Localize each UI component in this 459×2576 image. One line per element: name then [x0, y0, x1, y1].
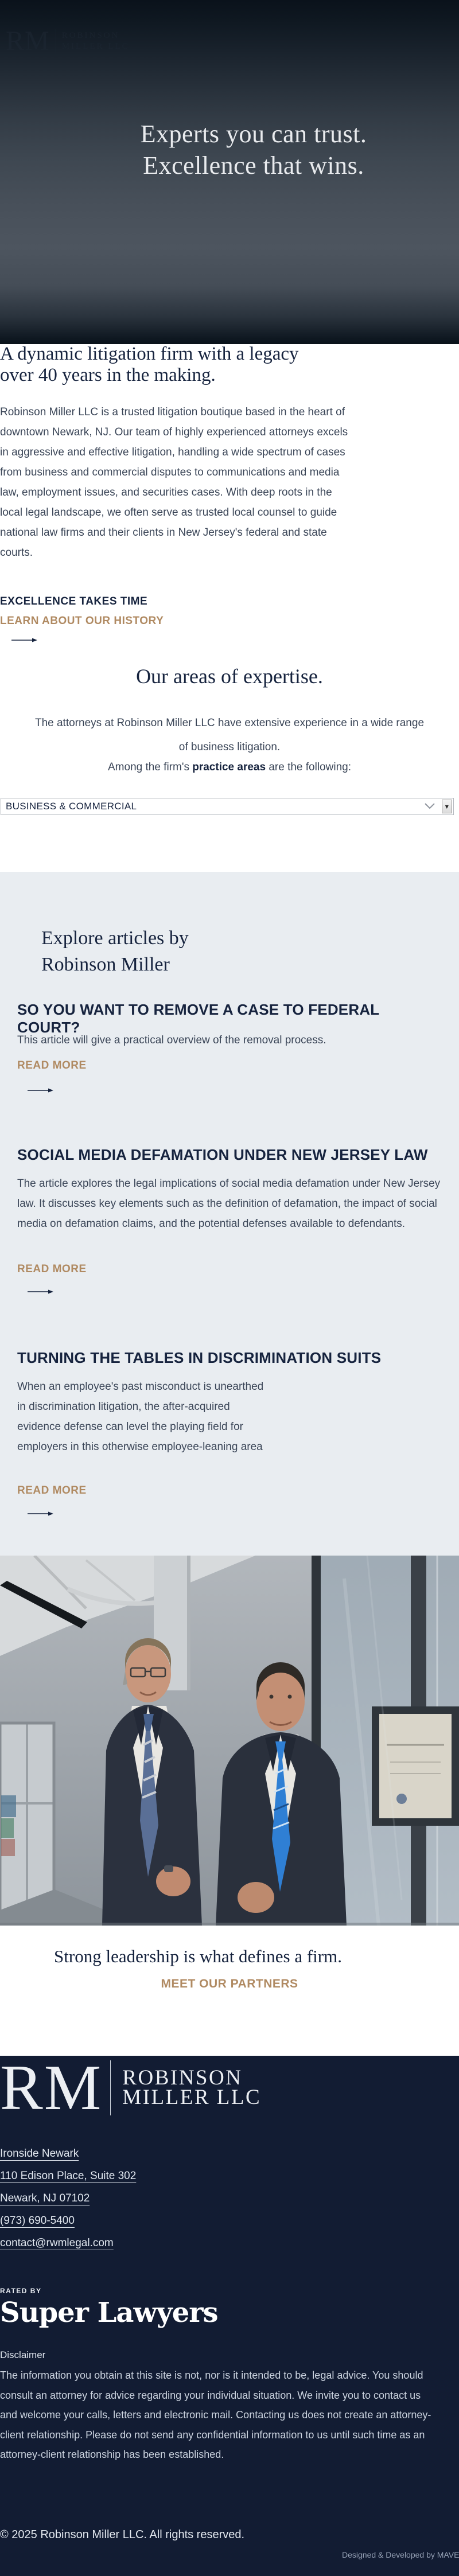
city-link[interactable]: Newark, NJ 07102 [0, 2192, 90, 2204]
firm-name: ROBINSON MILLER LLC [122, 2066, 262, 2109]
article-arrow-link[interactable] [28, 1087, 54, 1094]
address-link[interactable]: 110 Edison Place, Suite 302 [0, 2170, 137, 2182]
articles-heading: Explore articles by Robinson Miller [41, 927, 189, 975]
arrow-right-icon [28, 1288, 54, 1295]
read-more-link[interactable]: READ MORE [17, 1484, 87, 1497]
expertise-heading: Our areas of expertise. [136, 665, 323, 688]
rm-monogram: RM [0, 2052, 103, 2123]
footer-logo [0, 2052, 262, 2123]
article-description: When an employee's past misconduct is unearthed in discrimination litigation, the after-acquired evidence defense can level the playing field for employers in this otherwise employee-leaning area [17, 1381, 264, 1453]
phone-link[interactable]: (973) 690-5400 [0, 2215, 75, 2227]
learn-history-link[interactable]: LEARN ABOUT OUR HISTORY [0, 615, 164, 627]
select-native-arrow-icon: ▼ [442, 800, 452, 813]
practice-area-select[interactable] [1, 798, 454, 815]
logo-divider [110, 2060, 111, 2115]
rm-monogram: RM [6, 26, 50, 56]
leadership-heading: Strong leadership is what defines a firm. [54, 1946, 342, 1966]
article-title: TURNING THE TABLES IN DISCRIMINATION SUITS [17, 1349, 382, 1366]
article-description: This article will give a practical overview of the removal process. [17, 1034, 326, 1046]
disclaimer-text: The information you obtain at this site is not, nor is it intended to be, legal advice. You should consult an attorney for advice regarding your individual situation. We invite you to contact us and welcome your calls, letters and electronic mail. Contacting us does not create an attorney-client relationship. Please do not send any confidential information to us until such time as an attorney-client relationship has been established. [0, 2370, 431, 2460]
hero-headline: Experts you can trust. Excellence that wins. [140, 120, 367, 180]
copyright: © 2025 Robinson Miller LLC. All rights reserved. [0, 2528, 245, 2541]
article-description: The article explores the legal implications of social media defamation under New Jersey law. It discusses key elements such as the definition of defamation, the impact of social media on defamation claims, and the potential defenses available to defendants. [17, 1178, 441, 1230]
disclaimer-title: Disclaimer [0, 2349, 46, 2360]
expertise-subheading: The attorneys at Robinson Miller LLC have extensive experience in a wide range of business litigation. [34, 717, 425, 753]
selected-practice-area: BUSINESS & COMMERCIAL [6, 801, 137, 812]
arrow-right-icon [28, 1510, 54, 1517]
article-title: SO YOU WANT TO REMOVE A CASE TO FEDERAL COURT? [17, 1001, 379, 1036]
footer-contact-links [0, 2148, 136, 2259]
hero-section [0, 0, 459, 344]
footer [0, 2052, 459, 2576]
developer-credit[interactable]: Designed & Developed by MAVE [342, 2550, 459, 2559]
intro-heading: A dynamic litigation firm with a legacy over 40 years in the making. [0, 344, 299, 385]
article-arrow-link[interactable] [28, 1288, 54, 1295]
intro-tagline: EXCELLENCE TAKES TIME [0, 595, 148, 607]
rated-by-label: RATED BY [0, 2287, 42, 2295]
intro-paragraph: Robinson Miller LLC is a trusted litigation boutique based in the heart of downtown Newark, NJ. Our team of highly experienced attorneys excels in aggressive and effective litigation, handling a wide spectrum of cases from business and commercial disputes to communications and media law, employment issues, and securities cases. With deep roots in the local legal landscape, we often serve as trusted local counsel to guide national law firms and their clients in New Jersey's federal and state courts. [0, 406, 348, 559]
arrow-right-icon [28, 1087, 54, 1094]
read-more-link[interactable]: READ MORE [17, 1059, 87, 1071]
email-link[interactable]: contact@rwmlegal.com [0, 2237, 114, 2249]
chevron-down-icon [425, 803, 435, 809]
history-arrow-link[interactable] [11, 637, 38, 644]
super-lawyers-logo[interactable]: Super Lawyers [0, 2297, 218, 2329]
partners-photo [0, 1556, 459, 1926]
read-more-link[interactable]: READ MORE [17, 1263, 87, 1275]
meet-partners-link[interactable]: MEET OUR PARTNERS [161, 1977, 298, 1990]
building-link[interactable]: Ironside Newark [0, 2148, 79, 2160]
practice-areas-prompt: Among the firm's practice areas are the following: [108, 761, 351, 773]
hero-watermark-logo [6, 26, 130, 56]
firm-name: ROBINSON MILLER LLC [61, 31, 130, 51]
arrow-right-icon [11, 637, 38, 644]
article-arrow-link[interactable] [28, 1510, 54, 1517]
article-title: SOCIAL MEDIA DEFAMATION UNDER NEW JERSEY LAW [17, 1146, 428, 1163]
